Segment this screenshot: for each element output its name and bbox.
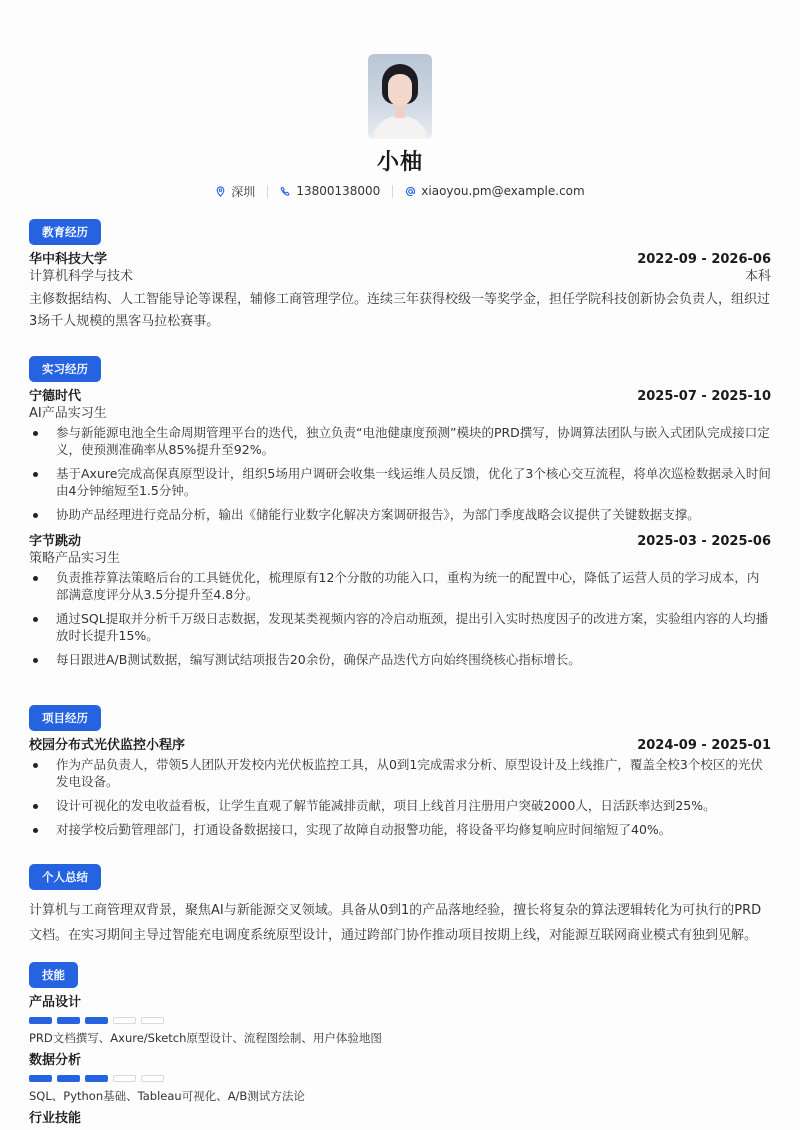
skill-description: SQL、Python基础、Tableau可视化、A/B测试方法论 bbox=[29, 1089, 305, 1103]
list-item: 每日跟进A/B测试数据，编写测试结项报告20余份，确保产品迭代方向始终围绕核心指标增长。 bbox=[29, 651, 771, 668]
skills-section bbox=[29, 962, 771, 1128]
divider bbox=[392, 185, 393, 198]
section-tag-summary: 个人总结 bbox=[29, 864, 101, 890]
at-email-icon bbox=[405, 186, 416, 197]
degree: 本科 bbox=[744, 269, 771, 284]
skill-name: 产品设计 bbox=[29, 995, 82, 1010]
list-item: 作为产品负责人，带领5人团队开发校内光伏板监控工具，从0到1完成需求分析、原型设计及上线推广，覆盖全校3个校区的光伏发电设备。 bbox=[29, 756, 771, 790]
summary-section bbox=[29, 864, 771, 948]
phone-icon bbox=[280, 186, 291, 197]
internship-section bbox=[29, 356, 771, 675]
job-role: 策略产品实习生 bbox=[29, 551, 121, 566]
project-date: 2024-09 - 2025-01 bbox=[637, 738, 771, 753]
company-name: 字节跳动 bbox=[29, 534, 82, 549]
projects-section bbox=[29, 705, 771, 845]
contact-location: 深圳 bbox=[215, 183, 255, 200]
bullet-list bbox=[29, 424, 771, 523]
contact-email[interactable]: xiaoyou.pm@example.com bbox=[405, 184, 584, 198]
list-item: 设计可视化的发电收益看板，让学生直观了解节能减排贡献，项目上线首月注册用户突破2000人，日活跃率达到25%。 bbox=[29, 797, 771, 814]
skill-name: 数据分析 bbox=[29, 1053, 82, 1068]
skill-description: PRD文档撰写、Axure/Sketch原型设计、流程图绘制、用户体验地图 bbox=[29, 1031, 382, 1045]
education-date: 2022-09 - 2026-06 bbox=[637, 252, 771, 267]
internship-date: 2025-03 - 2025-06 bbox=[637, 534, 771, 549]
skill-item bbox=[29, 1052, 771, 1104]
list-item: 负责推荐算法策略后台的工具链优化，梳理原有12个分散的功能入口，重构为统一的配置中心，降低了运营人员的学习成本，内部满意度评分从3.5分提升至4.8分。 bbox=[29, 569, 771, 603]
internship-entry bbox=[29, 388, 771, 523]
major: 计算机科学与技术 bbox=[29, 269, 134, 284]
bullet-list bbox=[29, 569, 771, 668]
resume-header bbox=[29, 0, 771, 200]
divider bbox=[267, 185, 268, 198]
skill-name: 行业技能 bbox=[29, 1111, 82, 1126]
list-item: 对接学校后勤管理部门，打通设备数据接口，实现了故障自动报警功能，将设备平均修复响应时间缩短了40%。 bbox=[29, 821, 771, 838]
bullet-list bbox=[29, 756, 771, 838]
section-tag-projects: 项目经历 bbox=[29, 705, 101, 731]
contact-row bbox=[29, 182, 771, 200]
skill-level-bar bbox=[29, 1075, 771, 1082]
company-name: 宁德时代 bbox=[29, 389, 82, 404]
list-item: 协助产品经理进行竞品分析，输出《储能行业数字化解决方案调研报告》，为部门季度战略会议提供了关键数据支撑。 bbox=[29, 506, 771, 523]
section-tag-skills: 技能 bbox=[29, 962, 78, 988]
internship-date: 2025-07 - 2025-10 bbox=[637, 389, 771, 404]
summary-text: 计算机与工商管理双背景，聚焦AI与新能源交叉领域。具备从0到1的产品落地经验，擅长将复杂的算法逻辑转化为可执行的PRD文档。在实习期间主导过智能充电调度系统原型设计，通过跨部门协作推动项目按期上线，对能源互联网商业模式有独到见解。 bbox=[29, 903, 762, 943]
section-tag-internship: 实习经历 bbox=[29, 356, 101, 382]
education-section bbox=[29, 219, 771, 333]
skill-item bbox=[29, 994, 771, 1046]
job-role: AI产品实习生 bbox=[29, 406, 107, 421]
list-item: 基于Axure完成高保真原型设计，组织5场用户调研会收集一线运维人员反馈，优化了3个核心交互流程，将单次巡检数据录入时间由4分钟缩短至1.5分钟。 bbox=[29, 465, 771, 499]
candidate-name: 小柚 bbox=[376, 150, 423, 175]
internship-entry bbox=[29, 533, 771, 668]
list-item: 参与新能源电池全生命周期管理平台的迭代，独立负责“电池健康度预测”模块的PRD撰写，协调算法团队与嵌入式团队完成接口定义，使预测准确率从85%提升至92%。 bbox=[29, 424, 771, 458]
skill-item bbox=[29, 1110, 771, 1128]
project-name: 校园分布式光伏监控小程序 bbox=[29, 738, 186, 753]
profile-photo bbox=[368, 54, 432, 139]
skill-level-bar bbox=[29, 1017, 771, 1024]
education-description: 主修数据结构、人工智能导论等课程，辅修工商管理学位。连续三年获得校级一等奖学金，担任学院科技创新协会负责人，组织过3场千人规模的黑客马拉松赛事。 bbox=[29, 292, 771, 329]
list-item: 通过SQL提取并分析千万级日志数据，发现某类视频内容的冷启动瓶颈，提出引入实时热度因子的改进方案，实验组内容的人均播放时长提升15%。 bbox=[29, 610, 771, 644]
location-pin-icon bbox=[215, 186, 226, 197]
contact-phone: 13800138000 bbox=[280, 184, 380, 198]
school-name: 华中科技大学 bbox=[29, 252, 108, 267]
section-tag-education: 教育经历 bbox=[29, 219, 101, 245]
